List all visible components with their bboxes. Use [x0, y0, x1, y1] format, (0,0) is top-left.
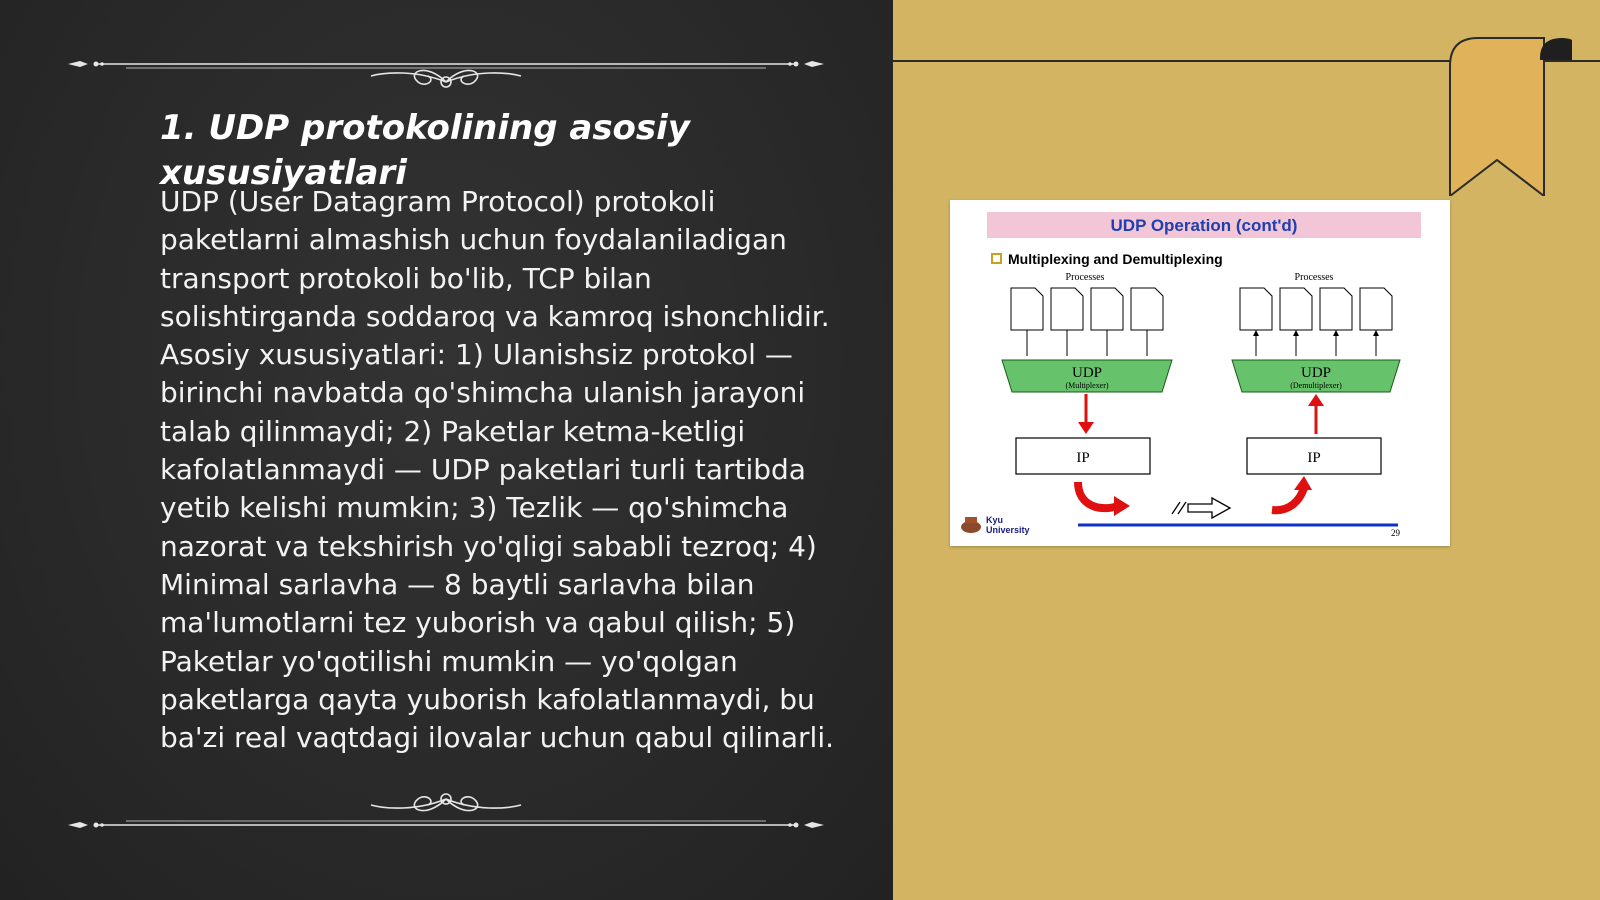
right-processes-label: Processes	[1294, 272, 1334, 283]
right-ip-label: IP	[1307, 450, 1321, 466]
left-ip-label: IP	[1076, 450, 1090, 466]
bottom-ornament	[66, 785, 826, 835]
embedded-bullet: Multiplexing and Demultiplexing	[1008, 251, 1223, 267]
left-curved-arrow	[1078, 482, 1118, 508]
hollow-arrow-icon	[1172, 498, 1230, 518]
left-process-icons	[1011, 288, 1163, 330]
embedded-header: UDP Operation (cont'd)	[1110, 216, 1298, 235]
top-ornament	[66, 42, 826, 92]
left-processes-label: Processes	[1065, 272, 1105, 283]
right-curved-arrow	[1272, 488, 1304, 510]
embedded-page-number: 29	[1391, 528, 1400, 538]
embedded-slide-image	[950, 200, 1450, 546]
left-udp-sublabel: (Multiplexer)	[1065, 381, 1109, 390]
logo-text-1: Kyu	[986, 515, 1004, 525]
slide-body-text: UDP (User Datagram Protocol) protokoli paketlarni almashish uchun foydalaniladigan transport protokoli bo'lib, TCP bilan solishtirganda soddaroq va kamroq ishonchlidir. Asosiy xususiyatlari: 1) Ulanishsiz protokol — birinchi navbatda qo'shimcha ulanish jarayoni talab qilinmaydi; 2) Paketlar ketma-ketligi kafolatlanmaydi — UDP paketlari turli tartibda yetib kelishi mumkin; 3) Tezlik — qo'shimcha nazorat va tekshirish yo'qligi sababli tezroq; 4) Minimal sarlavha — 8 baytli sarlavha bilan ma'lumotlarni tez yuborish va qabul qilish; 5) Paketlar yo'qotilishi mumkin — yo'qolgan paketlarga qayta yuborish kafolatlanmaydi, bu ba'zi real vaqtdagi ilovalar uchun qabul qilinarli.	[160, 185, 834, 755]
right-udp-sublabel: (Demultiplexer)	[1290, 381, 1342, 390]
right-udp-label: UDP	[1300, 365, 1332, 381]
right-process-icons	[1240, 288, 1392, 330]
logo-text-2: University	[986, 525, 1030, 535]
slide-title: 1. UDP protokolining asosiy xususiyatlari	[160, 108, 690, 193]
bookmark-ribbon	[1432, 36, 1572, 196]
university-logo	[961, 515, 1030, 535]
bullet-icon	[992, 254, 1001, 263]
left-udp-label: UDP	[1071, 365, 1103, 381]
